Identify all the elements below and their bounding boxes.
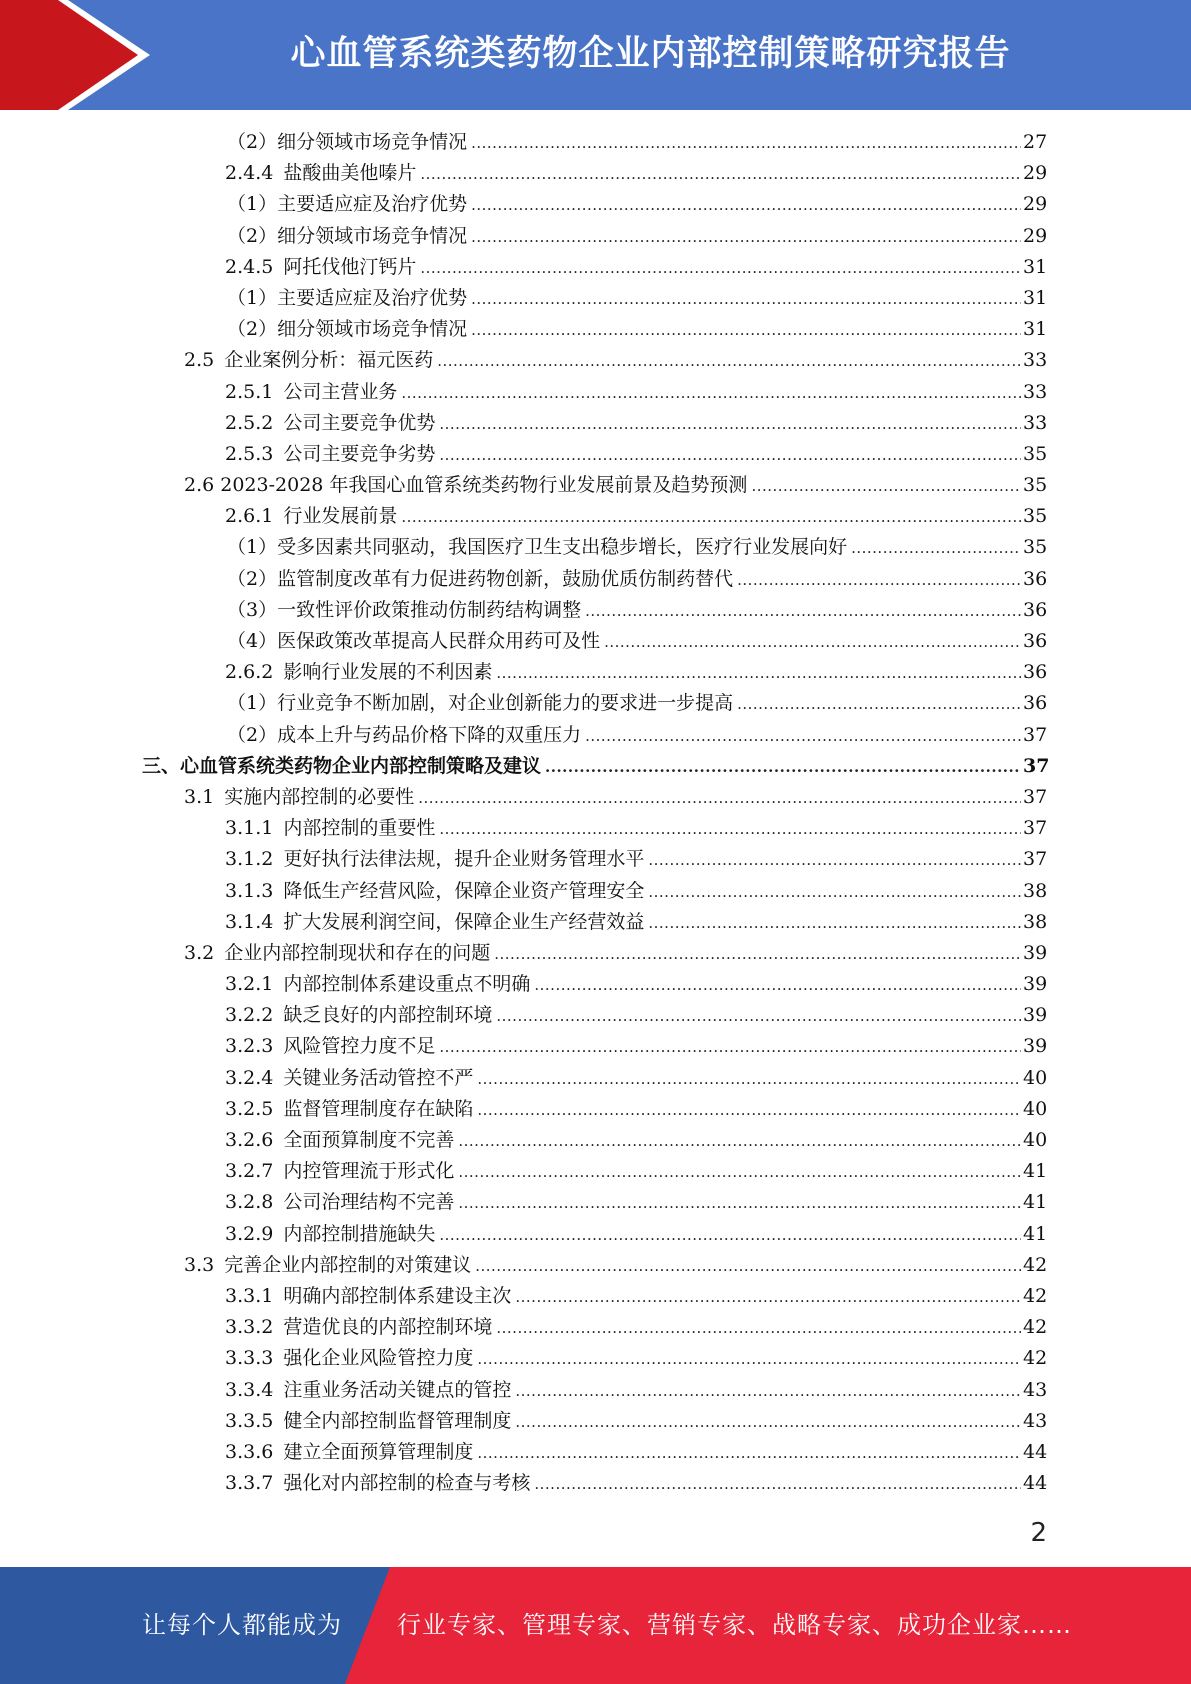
toc-entry-text: （2）监管制度改革有力促进药物创新，鼓励优质仿制药替代: [227, 567, 734, 590]
toc-entry[interactable]: [0, 1312, 1047, 1343]
toc-leader-dots: [418, 783, 1021, 814]
toc-entry-title: [225, 1281, 511, 1312]
page-number: 2: [1030, 1518, 1047, 1548]
toc-leader-dots: [471, 284, 1021, 315]
footer-slogan-left: 让每个人都能成为: [142, 1611, 342, 1639]
toc-entry[interactable]: [0, 938, 1047, 969]
toc-leader-dots: [737, 565, 1021, 596]
toc-entry-number: 2.6.1: [225, 505, 274, 528]
toc-page-number: 35: [1023, 536, 1048, 559]
toc-entry[interactable]: [0, 1468, 1047, 1499]
toc-entry-number: 3.1: [184, 785, 215, 808]
toc-entry[interactable]: [0, 813, 1047, 844]
toc-entry-text: 2.6 2023-2028 年我国心血管系统类药物行业发展前景及趋势预测: [184, 474, 748, 497]
toc-entry-text: （3）一致性评价政策推动仿制药结构调整: [227, 598, 582, 621]
toc-page-number: 29: [1023, 162, 1048, 185]
toc-entry[interactable]: [0, 1406, 1047, 1437]
toc-leader-dots: [851, 533, 1021, 564]
toc-page-number: 31: [1023, 318, 1048, 341]
toc-entry[interactable]: [0, 221, 1047, 252]
toc-page-number: 39: [1023, 1035, 1048, 1058]
toc-entry-title: [227, 127, 467, 158]
toc-entry[interactable]: [0, 844, 1047, 875]
toc-entry-title: [225, 1437, 473, 1468]
toc-entry-text: 内部控制体系建设重点不明确: [283, 973, 531, 996]
toc-entry[interactable]: [0, 1094, 1047, 1125]
toc-entry-text: 企业案例分析：福元医药: [224, 349, 434, 372]
toc-entry-number: 2.5.1: [225, 380, 274, 403]
toc-entry[interactable]: [0, 439, 1047, 470]
toc-entry[interactable]: [0, 720, 1047, 751]
toc-leader-dots: [471, 315, 1021, 346]
toc-entry-title: [225, 813, 435, 844]
toc-entry-text: 建立全面预算管理制度: [283, 1440, 474, 1463]
toc-entry-text: 内部控制措施缺失: [283, 1222, 436, 1245]
toc-entry-title: [142, 751, 541, 782]
toc-leader-dots: [604, 627, 1021, 658]
toc-entry-title: [227, 564, 733, 595]
toc-entry-text: 营造优良的内部控制环境: [283, 1316, 493, 1339]
toc-entry-title: [225, 1343, 473, 1374]
toc-entry[interactable]: [0, 1219, 1047, 1250]
toc-entry[interactable]: [0, 595, 1047, 626]
toc-page-number: 36: [1023, 692, 1048, 715]
toc-entry-title: [225, 1094, 473, 1125]
toc-entry-text: 更好执行法律法规，提升企业财务管理水平: [283, 848, 645, 871]
toc-entry-title: [225, 439, 435, 470]
toc-leader-dots: [471, 222, 1021, 253]
toc-leader-dots: [458, 1188, 1021, 1219]
toc-entry-number: 2.5: [184, 349, 215, 372]
toc-leader-dots: [477, 1064, 1021, 1095]
toc-entry[interactable]: [0, 252, 1047, 283]
toc-entry[interactable]: [0, 688, 1047, 719]
toc-page-number: 41: [1023, 1160, 1048, 1183]
toc-page-number: 37: [1023, 848, 1048, 871]
toc-entry-title: [225, 1468, 530, 1499]
toc-leader-dots: [477, 1438, 1021, 1469]
toc-leader-dots: [458, 1126, 1021, 1157]
toc-entry-text: 健全内部控制监督管理制度: [283, 1409, 512, 1432]
toc-entry-text: 内部控制的重要性: [283, 817, 436, 840]
toc-page-number: 41: [1023, 1222, 1048, 1245]
toc-entry-text: （1）受多因素共同驱动，我国医疗卫生支出稳步增长，医疗行业发展向好: [227, 536, 848, 559]
toc-entry-number: 3.2: [184, 941, 215, 964]
toc-leader-dots: [439, 1032, 1021, 1063]
toc-page-number: 35: [1023, 505, 1048, 528]
toc-entry-number: 3.3.2: [225, 1316, 274, 1339]
toc-entry-text: 实施内部控制的必要性: [224, 785, 415, 808]
toc-entry-title: [225, 1000, 492, 1031]
toc-page-number: 33: [1023, 411, 1048, 434]
toc-page-number: 36: [1023, 598, 1048, 621]
toc-entry-number: 3.1.3: [225, 879, 274, 902]
toc-entry[interactable]: [0, 1156, 1047, 1187]
toc-leader-dots: [515, 1282, 1021, 1313]
toc-entry[interactable]: [0, 1437, 1047, 1468]
toc-entry-number: 3.2.2: [225, 1004, 274, 1027]
toc-entry-number: 3.2.7: [225, 1160, 274, 1183]
toc-entry[interactable]: [0, 969, 1047, 1000]
toc-entry[interactable]: [0, 314, 1047, 345]
toc-entry[interactable]: [0, 657, 1047, 688]
toc-entry-text: 强化对内部控制的检查与考核: [283, 1472, 531, 1495]
toc-entry[interactable]: [0, 189, 1047, 220]
toc-leader-dots: [401, 378, 1021, 409]
toc-page-number: 38: [1023, 879, 1048, 902]
toc-entry-number: 3.3.5: [225, 1409, 274, 1432]
toc-entry-title: [184, 782, 414, 813]
toc-page-number: 29: [1023, 193, 1048, 216]
toc-entry[interactable]: [0, 408, 1047, 439]
toc-entry-title: [227, 720, 581, 751]
toc-entry-title: [225, 1156, 454, 1187]
toc-entry-text: 强化企业风险管控力度: [283, 1347, 474, 1370]
toc-entry-number: 3.1.2: [225, 848, 274, 871]
toc-page-number: 36: [1023, 661, 1048, 684]
toc-leader-dots: [477, 1344, 1021, 1375]
toc-entry-number: 3.1.1: [225, 817, 274, 840]
toc-entry-text: 阿托伐他汀钙片: [283, 255, 417, 278]
toc-entry-number: 2.4.4: [225, 162, 274, 185]
toc-entry-title: [225, 408, 435, 439]
toc-entry-text: 公司治理结构不完善: [283, 1191, 455, 1214]
toc-entry[interactable]: [0, 158, 1047, 189]
toc-entry-text: （2）细分领域市场竞争情况: [227, 318, 468, 341]
toc-entry-title: [227, 189, 467, 220]
toc-entry-title: [184, 938, 490, 969]
toc-leader-dots: [494, 939, 1021, 970]
toc-entry[interactable]: [0, 907, 1047, 938]
toc-entry-number: 3.2.8: [225, 1191, 274, 1214]
toc-entry-number: 3.3: [184, 1253, 215, 1276]
toc-leader-dots: [437, 346, 1021, 377]
toc-entry[interactable]: [0, 1250, 1047, 1281]
toc-entry-text: 内控管理流于形式化: [283, 1160, 455, 1183]
toc-page-number: 40: [1023, 1097, 1048, 1120]
toc-page-number: 39: [1023, 1004, 1048, 1027]
toc-page-number: 29: [1023, 224, 1048, 247]
toc-entry-title: [225, 969, 530, 1000]
toc-entry-title: [225, 501, 397, 532]
toc-entry[interactable]: [0, 1031, 1047, 1062]
toc-page-number: 42: [1023, 1284, 1048, 1307]
toc-page-number: 38: [1023, 910, 1048, 933]
toc-entry-number: 3.3.6: [225, 1440, 274, 1463]
toc-page-number: 40: [1023, 1129, 1048, 1151]
toc-entry[interactable]: [0, 564, 1047, 595]
toc-entry-title: [225, 1406, 511, 1437]
toc-entry-text: 影响行业发展的不利因素: [283, 661, 493, 684]
toc-leader-dots: [496, 1001, 1021, 1032]
toc-entry-text: 缺乏良好的内部控制环境: [283, 1004, 493, 1027]
toc-entry-title: [225, 876, 644, 907]
toc-page-number: 39: [1023, 973, 1048, 996]
toc-entry-number: 3.3.3: [225, 1347, 274, 1370]
toc-page-number: 41: [1023, 1191, 1048, 1214]
toc-entry[interactable]: [0, 1343, 1047, 1374]
toc-entry-text: 注重业务活动关键点的管控: [283, 1378, 512, 1401]
toc-entry-text: （2）细分领域市场竞争情况: [227, 131, 468, 153]
toc-entry[interactable]: [0, 377, 1047, 408]
toc-entry[interactable]: [0, 1000, 1047, 1031]
toc-entry-title: [184, 345, 433, 376]
toc-entry-title: [225, 657, 492, 688]
toc-page-number: 43: [1023, 1378, 1048, 1401]
toc-entry-number: 3.2.4: [225, 1066, 274, 1089]
toc-entry-number: 3.2.6: [225, 1129, 274, 1151]
toc-page-number: 40: [1023, 1066, 1048, 1089]
toc-page-number: 42: [1023, 1316, 1048, 1339]
toc-leader-dots: [475, 1251, 1021, 1282]
toc-leader-dots: [648, 845, 1021, 876]
toc-page-number: 31: [1023, 286, 1048, 309]
toc-leader-dots: [439, 440, 1021, 471]
toc-entry-text: （2）细分领域市场竞争情况: [227, 224, 468, 247]
toc-entry-number: 3.3.7: [225, 1472, 274, 1495]
toc-entry[interactable]: [0, 1281, 1047, 1312]
toc-entry[interactable]: [0, 1375, 1047, 1406]
toc-page-number: 44: [1023, 1440, 1048, 1463]
toc-entry[interactable]: [0, 283, 1047, 314]
toc-entry-title: [225, 1187, 454, 1218]
toc-leader-dots: [534, 970, 1021, 1001]
toc-entry-title: [184, 1250, 471, 1281]
toc-entry[interactable]: [0, 345, 1047, 376]
toc-page-number: 44: [1023, 1472, 1048, 1495]
toc-entry-text: 行业发展前景: [283, 505, 398, 528]
toc-leader-dots: [439, 1220, 1021, 1251]
toc-page-number: 33: [1023, 380, 1048, 403]
toc-leader-dots: [545, 752, 1021, 783]
toc-page-number: 39: [1023, 941, 1048, 964]
toc-entry-title: [225, 1219, 435, 1250]
toc-entry-title: [227, 595, 581, 626]
toc-entry-text: 公司主要竞争劣势: [283, 442, 436, 465]
toc-entry[interactable]: [0, 127, 1047, 158]
toc-leader-dots: [515, 1376, 1021, 1407]
table-of-contents: [0, 127, 1191, 1499]
toc-entry-number: 2.5.2: [225, 411, 274, 434]
toc-entry-number: 3.3.1: [225, 1284, 274, 1307]
toc-entry-title: [225, 1125, 454, 1156]
toc-entry-text: 明确内部控制体系建设主次: [283, 1284, 512, 1307]
toc-entry-title: [227, 314, 467, 345]
toc-entry-text: （1）主要适应症及治疗优势: [227, 193, 468, 216]
chevron-arrow-icon: [0, 0, 150, 110]
toc-entry-text: 三、心血管系统类药物企业内部控制策略及建议: [142, 754, 542, 777]
footer-banner: [0, 1567, 1191, 1684]
toc-entry-title: [225, 1063, 473, 1094]
toc-leader-dots: [648, 908, 1021, 939]
toc-entry-title: [227, 532, 847, 563]
toc-entry-number: 3.2.5: [225, 1097, 274, 1120]
toc-entry[interactable]: [0, 782, 1047, 813]
toc-leader-dots: [401, 502, 1021, 533]
toc-leader-dots: [420, 159, 1021, 190]
toc-entry-text: 关键业务活动管控不严: [283, 1066, 474, 1089]
toc-entry-text: （1）主要适应症及治疗优势: [227, 286, 468, 309]
toc-page-number: 31: [1023, 255, 1048, 278]
toc-leader-dots: [751, 471, 1021, 502]
toc-entry-text: （4）医保政策改革提高人民群众用药可及性: [227, 630, 601, 652]
toc-entry-title: [225, 1375, 511, 1406]
toc-leader-dots: [420, 253, 1021, 284]
toc-entry-title: [225, 1312, 492, 1343]
footer-slogan-right: 行业专家、管理专家、营销专家、战略专家、成功企业家……: [397, 1611, 1072, 1639]
toc-entry-title: [225, 1031, 435, 1062]
toc-entry-title: [227, 283, 467, 314]
toc-leader-dots: [534, 1469, 1021, 1500]
toc-entry-text: 风险管控力度不足: [283, 1035, 436, 1058]
toc-page-number: 35: [1023, 474, 1048, 497]
toc-entry[interactable]: [0, 751, 1050, 782]
toc-page-number: 37: [1023, 785, 1048, 808]
toc-leader-dots: [439, 814, 1021, 845]
toc-page-number: 36: [1023, 567, 1048, 590]
toc-entry-title: [227, 626, 600, 657]
toc-leader-dots: [648, 877, 1021, 908]
toc-entry-title: [225, 844, 644, 875]
toc-leader-dots: [471, 128, 1021, 159]
toc-leader-dots: [585, 596, 1021, 627]
toc-entry-number: 2.5.3: [225, 442, 274, 465]
toc-leader-dots: [458, 1157, 1021, 1188]
toc-entry-text: 公司主营业务: [283, 380, 398, 403]
toc-entry-number: 3.2.9: [225, 1222, 274, 1245]
toc-entry-text: 降低生产经营风险，保障企业资产管理安全: [283, 879, 645, 902]
toc-entry[interactable]: [0, 501, 1047, 532]
toc-entry-number: 3.2.1: [225, 973, 274, 996]
toc-leader-dots: [496, 1313, 1021, 1344]
toc-entry-text: 扩大发展利润空间，保障企业生产经营效益: [283, 910, 645, 933]
toc-entry-text: （1）行业竞争不断加剧，对企业创新能力的要求进一步提高: [227, 692, 734, 715]
toc-entry-text: （2）成本上升与药品价格下降的双重压力: [227, 723, 582, 746]
toc-entry-number: 2.4.5: [225, 255, 274, 278]
toc-entry-number: 2.6.2: [225, 661, 274, 684]
toc-entry-text: 监督管理制度存在缺陷: [283, 1097, 474, 1120]
toc-entry[interactable]: [0, 532, 1047, 563]
toc-entry-title: [184, 470, 747, 501]
report-title: 心血管系统类药物企业内部控制策略研究报告: [290, 34, 1011, 74]
toc-entry[interactable]: [0, 1187, 1047, 1218]
toc-entry-title: [225, 252, 416, 283]
toc-entry[interactable]: [0, 1063, 1047, 1094]
toc-leader-dots: [585, 721, 1021, 752]
toc-entry-number: 3.1.4: [225, 910, 274, 933]
toc-leader-dots: [515, 1407, 1021, 1438]
toc-entry-number: 3.2.3: [225, 1035, 274, 1058]
toc-page-number: 33: [1023, 349, 1048, 372]
toc-leader-dots: [737, 689, 1021, 720]
toc-entry-number: 3.3.4: [225, 1378, 274, 1401]
toc-entry-title: [225, 907, 644, 938]
header-banner: [0, 0, 1191, 110]
toc-entry[interactable]: [0, 626, 1047, 657]
toc-page-number: 27: [1023, 131, 1048, 153]
toc-page-number: 35: [1023, 442, 1048, 465]
toc-entry-text: 完善企业内部控制的对策建议: [224, 1253, 472, 1276]
toc-entry-text: 企业内部控制现状和存在的问题: [224, 941, 491, 964]
toc-page-number: 42: [1023, 1253, 1048, 1276]
toc-entry[interactable]: [0, 470, 1047, 501]
toc-page-number: 37: [1023, 723, 1048, 746]
toc-leader-dots: [471, 190, 1021, 221]
toc-entry-title: [225, 158, 416, 189]
toc-entry[interactable]: [0, 876, 1047, 907]
toc-page-number: 43: [1023, 1409, 1048, 1432]
toc-leader-dots: [496, 658, 1021, 689]
toc-entry-text: 盐酸曲美他嗪片: [283, 162, 417, 185]
toc-leader-dots: [439, 409, 1021, 440]
toc-leader-dots: [477, 1095, 1021, 1126]
toc-entry-title: [227, 688, 733, 719]
toc-entry-title: [225, 377, 397, 408]
toc-entry[interactable]: [0, 1125, 1047, 1156]
toc-entry-title: [227, 221, 467, 252]
toc-entry-text: 全面预算制度不完善: [283, 1129, 455, 1151]
toc-page-number: 37: [1023, 754, 1050, 777]
toc-page-number: 37: [1023, 817, 1048, 840]
toc-page-number: 36: [1023, 630, 1048, 652]
toc-entry-text: 公司主要竞争优势: [283, 411, 436, 434]
toc-page-number: 42: [1023, 1347, 1048, 1370]
